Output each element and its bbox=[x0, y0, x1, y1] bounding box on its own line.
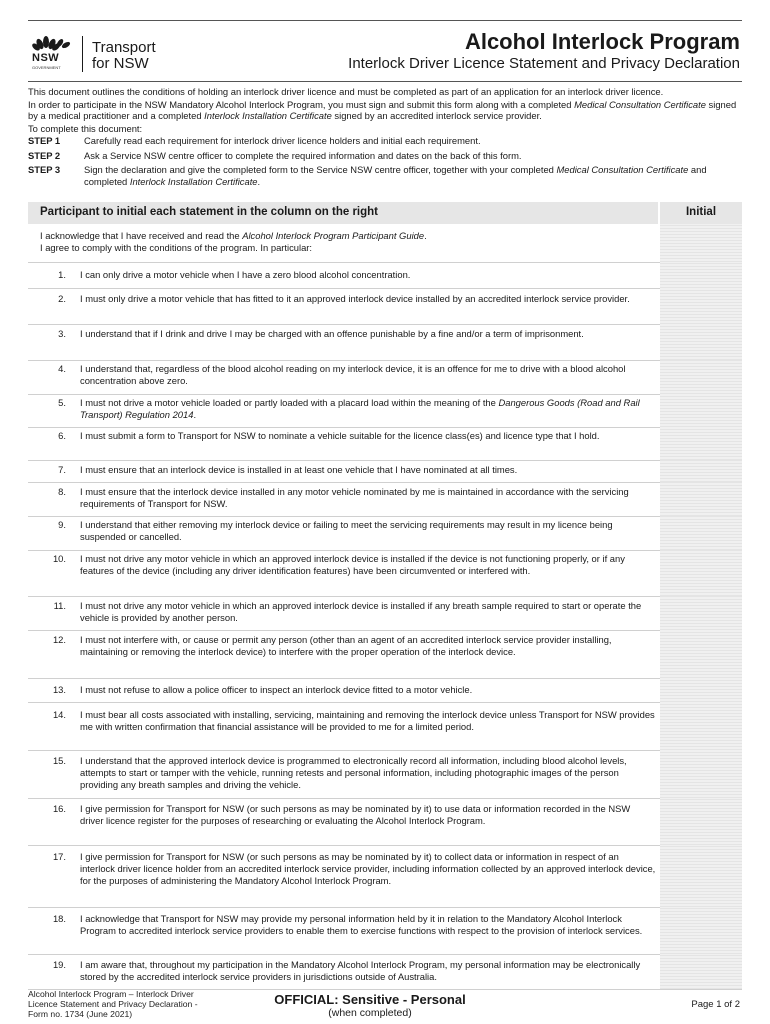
item-number: 17. bbox=[52, 851, 66, 862]
item-text: I must not drive any motor vehicle in which an approved interlock device is installed if any breath sample required to start or operate the vehicle is provided by another person. bbox=[80, 600, 642, 623]
page-number: Page 1 of 2 bbox=[691, 999, 740, 1010]
table-row bbox=[28, 288, 742, 325]
table-row bbox=[28, 750, 742, 799]
brand-line-1: Transport bbox=[92, 39, 156, 56]
table-row bbox=[28, 324, 742, 361]
item-number: 8. bbox=[58, 486, 66, 497]
initial-field[interactable] bbox=[660, 262, 742, 288]
initial-field[interactable] bbox=[660, 630, 742, 678]
table-row bbox=[28, 482, 742, 517]
step-1 bbox=[28, 135, 742, 147]
initial-field[interactable] bbox=[660, 516, 742, 550]
top-rule bbox=[28, 20, 742, 21]
initial-field[interactable] bbox=[660, 460, 742, 482]
item-number: 13. bbox=[52, 684, 66, 695]
step-label: STEP 2 bbox=[28, 149, 61, 161]
item-text: I must bear all costs associated with installing, servicing, maintaining and removing the interlock device unless Transport for NSW provides me with written confirmation that financial assistance will be provided to me for a limited period. bbox=[80, 709, 655, 732]
step-label: STEP 1 bbox=[28, 135, 61, 146]
item-number: 11. bbox=[53, 600, 66, 611]
item-text: I acknowledge that Transport for NSW may provide my personal information held by it in relation to the Mandatory Alcohol Interlock Program to accredited interlock service providers to enable them to exercise functions with respect to the provision of interlock services. bbox=[80, 913, 643, 936]
item-number: 14. bbox=[52, 709, 66, 720]
transport-for-nsw-wordmark bbox=[92, 40, 156, 72]
nsw-logo-text: NSW bbox=[32, 52, 60, 64]
item-text: I must not refuse to allow a police officer to inspect an interlock device fitted to a motor vehicle. bbox=[80, 684, 473, 695]
document-subtitle: Interlock Driver Licence Statement and Privacy Declaration bbox=[348, 55, 740, 72]
initial-field[interactable] bbox=[660, 907, 742, 954]
intro-paragraph-1: This document outlines the conditions of holding an interlock driver licence and must be completed as part of an application for an interlock driver licence. bbox=[28, 86, 664, 97]
item-text: I give permission for Transport for NSW (or such persons as may be nominated by it) to use data or information recorded in the NSW driver licence register for the purposes of researching or evaluating the Alcohol Interlock Program. bbox=[80, 803, 631, 826]
item-text: I understand that the approved interlock device is programmed to electronically record all information, including blood alcohol levels, attempts to start or tamper with the vehicle, running retests and personal information, including photographic images of the person providing any breath samples and driving the vehicle. bbox=[80, 755, 627, 790]
initial-field[interactable] bbox=[660, 798, 742, 845]
header-instruction: Participant to initial each statement in the column on the right bbox=[40, 206, 379, 218]
step-text: Carefully read each requirement for interlock driver licence holders and initial each requirement. bbox=[84, 135, 481, 146]
item-text: I must not drive any motor vehicle in which an approved interlock device is installed if the device is not functioning properly, or if any features of the device (including any driver identification features) have been circumvented or interfered with. bbox=[80, 553, 625, 576]
item-text: I must only drive a motor vehicle that has fitted to it an approved interlock device installed by an accredited interlock service provider. bbox=[80, 293, 630, 304]
header-initial-label: Initial bbox=[685, 206, 717, 218]
intro-paragraph-3: To complete this document: bbox=[28, 122, 143, 134]
table-row bbox=[28, 516, 742, 551]
initial-field[interactable] bbox=[660, 427, 742, 460]
item-text: I must not drive a motor vehicle loaded or partly loaded with a placard load within the meaning of the Dangerous Goods (Road and Rail Transport) Regulation 2014. bbox=[80, 397, 640, 420]
initial-field[interactable] bbox=[660, 954, 742, 989]
table-row bbox=[28, 394, 742, 428]
item-text: I can only drive a motor vehicle when I have a zero blood alcohol concentration. bbox=[80, 269, 411, 280]
step-text: Sign the declaration and give the completed form to the Service NSW centre officer, together with your completed Medical Consultation Certificate and completed Interlock Installation Certificate. bbox=[84, 164, 707, 187]
item-text: I understand that either removing my interlock device or failing to meet the servicing requirements may result in my licence being suspended or cancelled. bbox=[80, 519, 613, 542]
item-text: I give permission for Transport for NSW (or such persons as may be nominated by it) to collect data or information in respect of an interlock driver licence holder from an accredited interlock service provider, including information collected by an approved interlock device, for the purposes of administering the Mandatory Alcohol Interlock Program. bbox=[80, 851, 656, 886]
steps-list bbox=[28, 135, 742, 187]
item-number: 4. bbox=[58, 363, 66, 374]
item-number: 9. bbox=[58, 519, 66, 530]
intro-statement: I acknowledge that I have received and read the Alcohol Interlock Program Participant Guide. I agree to comply with the conditions of the program. In particular: bbox=[40, 230, 427, 253]
step-3 bbox=[28, 164, 742, 187]
statements-table-header bbox=[28, 202, 742, 224]
footer-line-3: Form no. 1734 (June 2021) bbox=[28, 1009, 133, 1019]
step-2 bbox=[28, 150, 742, 162]
item-number: 16. bbox=[52, 803, 66, 814]
footer-line-2: Licence Statement and Privacy Declaration - bbox=[28, 999, 198, 1009]
initial-field[interactable] bbox=[660, 394, 742, 427]
table-row bbox=[28, 460, 742, 483]
footer-form-info bbox=[28, 989, 198, 1019]
table-row-intro bbox=[28, 224, 742, 263]
classification-note: (when completed) bbox=[328, 1007, 412, 1019]
item-text: I must ensure that an interlock device is installed in at least one vehicle that I have nominated at all times. bbox=[80, 464, 518, 475]
table-row bbox=[28, 954, 742, 990]
intro-paragraph-2: In order to participate in the NSW Mandatory Alcohol Interlock Program, you must sign and submit this form along with a completed Medical Consultation Certificate signed by a medical practitioner and a completed Interlock Installation Certificate signed by an accredited interlock service provider. bbox=[28, 98, 737, 121]
item-number: 6. bbox=[58, 430, 66, 441]
classification-label: OFFICIAL: Sensitive - Personal bbox=[274, 992, 466, 1007]
initial-field[interactable] bbox=[660, 360, 742, 394]
item-number: 10. bbox=[52, 553, 66, 564]
item-text: I must ensure that the interlock device installed in any motor vehicle nominated by me is maintained in accordance with the servicing requirements of Transport for NSW. bbox=[80, 486, 629, 509]
table-row bbox=[28, 678, 742, 703]
table-row bbox=[28, 427, 742, 461]
item-number: 19. bbox=[52, 959, 66, 970]
table-row bbox=[28, 550, 742, 597]
item-text: I understand that if I drink and drive I may be charged with an offence punishable by a fine and/or a term of imprisonment. bbox=[80, 328, 584, 339]
table-row bbox=[28, 262, 742, 289]
item-text: I understand that, regardless of the blood alcohol reading on my interlock device, it is an offence for me to drive with a blood alcohol concentration above zero. bbox=[80, 363, 626, 386]
initial-field[interactable] bbox=[660, 324, 742, 360]
intro-section bbox=[28, 86, 742, 190]
item-number: 3. bbox=[58, 328, 66, 339]
table-row bbox=[28, 360, 742, 395]
step-text: Ask a Service NSW centre officer to complete the required information and dates on the back of this form. bbox=[84, 149, 522, 161]
logo-divider bbox=[82, 36, 83, 72]
item-number: 12. bbox=[52, 634, 66, 645]
initial-field[interactable] bbox=[660, 482, 742, 516]
item-number: 2. bbox=[58, 293, 66, 304]
item-text: I must submit a form to Transport for NSW to nominate a vehicle suitable for the licence class(es) and licence type that I hold. bbox=[80, 430, 600, 441]
item-number: 1. bbox=[58, 269, 66, 280]
initial-field[interactable] bbox=[660, 702, 742, 750]
table-row bbox=[28, 907, 742, 955]
item-text: I must not interfere with, or cause or permit any person (other than an agent of an accredited interlock service provider installing, maintaining or removing the interlock device) to interfere with the proper operation of the interlock device. bbox=[80, 634, 612, 657]
initial-field[interactable] bbox=[660, 224, 742, 262]
initial-field[interactable] bbox=[660, 288, 742, 324]
table-row bbox=[28, 596, 742, 631]
item-text: I am aware that, throughout my participation in the Mandatory Alcohol Interlock Program, my personal information may be electronically stored by the accredited interlock service providers in jurisdictions outside of Australia. bbox=[80, 959, 641, 982]
table-row bbox=[28, 702, 742, 751]
table-row bbox=[28, 630, 742, 679]
item-number: 15. bbox=[52, 755, 66, 766]
initial-field[interactable] bbox=[660, 678, 742, 702]
step-label: STEP 3 bbox=[28, 164, 61, 175]
document-title: Alcohol Interlock Program bbox=[464, 29, 740, 54]
footer-classification bbox=[250, 992, 490, 1019]
item-number: 18. bbox=[52, 913, 66, 924]
item-number: 7. bbox=[58, 464, 66, 475]
initial-field[interactable] bbox=[660, 750, 742, 798]
initial-field[interactable] bbox=[660, 845, 742, 907]
footer-line-1: Alcohol Interlock Program – Interlock Driver bbox=[28, 989, 194, 999]
table-row bbox=[28, 845, 742, 908]
table-row bbox=[28, 798, 742, 846]
brand-line-2: for NSW bbox=[92, 55, 149, 72]
item-number: 5. bbox=[58, 397, 66, 408]
initial-field[interactable] bbox=[660, 596, 742, 630]
initial-field[interactable] bbox=[660, 550, 742, 596]
nsw-logo-subtext: GOVERNMENT bbox=[32, 65, 61, 70]
header-rule bbox=[28, 81, 742, 82]
